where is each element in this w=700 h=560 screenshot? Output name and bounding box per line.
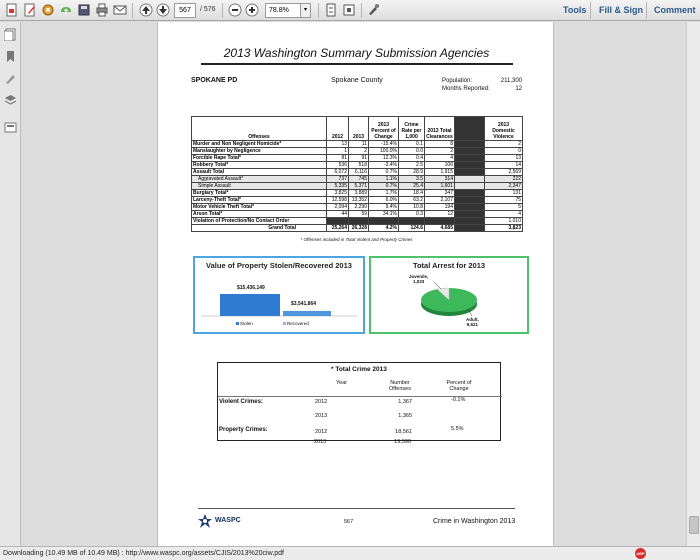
legend-recovered <box>283 321 309 326</box>
cell-pct: 34.1% <box>369 211 399 218</box>
violent-number-2012: 1,367 <box>398 399 412 405</box>
cell-clear: 1,601 <box>425 183 455 190</box>
violent-crimes-label: Violent Crimes: <box>219 399 263 405</box>
property-pct-change: 5.5% <box>451 426 464 432</box>
cell-clear: 314 <box>425 176 455 183</box>
violent-year-2012: 2012 <box>315 399 328 405</box>
table-row <box>192 162 523 169</box>
cell-domestic-violence: 4 <box>485 211 523 218</box>
offense-name: Larceny-Theft Total* <box>192 197 327 204</box>
cell-y2013: 2 <box>349 148 369 155</box>
cell-pct: 100.0% <box>369 148 399 155</box>
offense-name: Arson Total* <box>192 211 327 218</box>
table-row <box>192 155 523 162</box>
property-value-card <box>193 256 365 334</box>
juvenile-label-text: Juvenile, <box>409 274 429 279</box>
table-row <box>192 183 523 190</box>
population-value: 211,300 <box>500 78 522 84</box>
cell-y2013: 6,116 <box>349 169 369 176</box>
juvenile-label <box>409 274 428 284</box>
cell-rate: 10.8 <box>399 204 425 211</box>
column-header: Crime Rate per 1,000 <box>399 117 425 141</box>
violent-pct-change: -0.1% <box>451 397 466 403</box>
cell-rate: 3.5 <box>399 176 425 183</box>
table-row <box>192 218 523 225</box>
violent-year-2013: 2013 <box>315 413 328 419</box>
chevron-down-icon[interactable]: ▾ <box>301 3 311 18</box>
shaded-cell <box>455 218 485 225</box>
cell-y2013: 745 <box>349 176 369 183</box>
offense-name: Murder and Non Negligent Homicide* <box>192 141 327 148</box>
cell-clear: 12 <box>425 211 455 218</box>
table-row <box>192 169 523 176</box>
cell-domestic-violence: 0 <box>485 148 523 155</box>
cell-y2012: 81 <box>327 155 349 162</box>
total-arrest-card <box>369 256 529 334</box>
cell-domestic-violence: 222 <box>485 176 523 183</box>
cell-domestic-violence: 5 <box>485 204 523 211</box>
legend-swatch-recovered <box>283 322 286 325</box>
arrest-pie-chart <box>371 258 527 332</box>
fit-page-icon[interactable] <box>324 3 338 17</box>
waspc-logo <box>198 514 212 528</box>
zoom-out-icon[interactable] <box>228 3 242 17</box>
months-label: Months Reported: <box>442 86 490 92</box>
cell-domestic-violence: 75 <box>485 197 523 204</box>
cell-pct <box>369 218 399 225</box>
property-year-2012: 2012 <box>315 429 328 435</box>
shaded-cell <box>455 155 485 162</box>
cell-y2012: 2,094 <box>327 204 349 211</box>
column-header: 2013 Domestic Violence <box>485 117 523 141</box>
cell-domestic-violence: 1,010 <box>485 218 523 225</box>
shaded-cell <box>455 204 485 211</box>
vertical-scrollbar[interactable] <box>686 22 700 546</box>
next-page-icon[interactable] <box>156 3 170 17</box>
adblock-icon[interactable]: ABP <box>635 548 646 559</box>
title-rule <box>201 63 513 65</box>
card-title: Total Arrest for 2013 <box>412 261 486 270</box>
cell-pct: 1.7% <box>369 190 399 197</box>
cell-y2012 <box>327 218 349 225</box>
toolbar <box>0 0 700 21</box>
legend-stolen <box>236 321 253 326</box>
bar-recovered <box>283 311 331 316</box>
cell-y2013 <box>349 218 369 225</box>
cell-pct: 0.7% <box>369 183 399 190</box>
population-label: Population: <box>442 78 473 84</box>
adult-value: 9,621 <box>466 322 478 327</box>
cell-rate: 0.4 <box>399 155 425 162</box>
footer-page-number: 567 <box>344 519 354 525</box>
column-header: 2013 <box>349 117 369 141</box>
shaded-cell <box>455 148 485 155</box>
cell-domestic-violence: 3,823 <box>485 225 523 232</box>
legend-stolen-text: Stolen <box>240 321 253 326</box>
cell-y2012: 13 <box>327 141 349 148</box>
tools-tab[interactable]: Tools <box>563 5 587 15</box>
cell-y2013: 518 <box>349 162 369 169</box>
pages-icon[interactable] <box>4 28 17 41</box>
cell-y2013: 2,290 <box>349 204 369 211</box>
cell-clear: 8 <box>425 141 455 148</box>
cell-domestic-violence: 13 <box>485 155 523 162</box>
status-text: Downloading (10.49 MB of 10.49 MB) : http://www.waspc.org/assets/CJIS/2013%20ciw.pdf <box>3 550 284 557</box>
violent-number-2013: 1,365 <box>398 413 412 419</box>
cell-rate: 124.6 <box>399 225 425 232</box>
cell-y2012: 737 <box>327 176 349 183</box>
footer-publication: Crime in Washington 2013 <box>433 518 516 525</box>
zoom-select[interactable]: 78.8% <box>265 3 301 18</box>
legend-swatch-stolen <box>236 322 239 325</box>
table-row <box>192 148 523 155</box>
cell-y2012: 44 <box>327 211 349 218</box>
agency-name: SPOKANE PD <box>191 77 238 84</box>
scrollbar-thumb[interactable] <box>689 516 699 534</box>
cell-rate: 25.4 <box>399 183 425 190</box>
cell-clear: 2 <box>425 148 455 155</box>
cell-rate: 2.5 <box>399 162 425 169</box>
cell-pct: 6.0% <box>369 197 399 204</box>
bar-stolen <box>220 294 280 316</box>
shaded-cell <box>455 225 485 232</box>
shaded-cell <box>455 141 485 148</box>
offense-name: Burglary Total* <box>192 190 327 197</box>
total-crime-title: * Total Crime 2013 <box>331 366 387 373</box>
fullscreen-icon[interactable] <box>342 3 356 17</box>
cell-clear: 4,685 <box>425 225 455 232</box>
cell-rate: 0.1 <box>399 141 425 148</box>
page-number-input[interactable]: 567 <box>174 3 196 18</box>
juvenile-value: 1,033 <box>413 279 425 284</box>
shaded-cell <box>455 197 485 204</box>
create-pdf-icon[interactable] <box>5 3 19 17</box>
cell-domestic-violence: 2,569 <box>485 169 523 176</box>
offense-name: Forcible Rape Total* <box>192 155 327 162</box>
table-row <box>192 211 523 218</box>
cell-clear: 4 <box>425 155 455 162</box>
status-bar <box>0 546 700 560</box>
col-year-header: Year <box>336 380 348 386</box>
cell-pct: 4.2% <box>369 225 399 232</box>
cell-pct: 0.7% <box>369 169 399 176</box>
total-crime-box <box>217 362 501 441</box>
cell-pct: -15.4% <box>369 141 399 148</box>
page-total: / 576 <box>200 6 216 13</box>
prev-page-icon[interactable] <box>139 3 153 17</box>
table-row <box>192 176 523 183</box>
print-icon[interactable] <box>95 3 109 17</box>
cell-clear <box>425 218 455 225</box>
column-header: 2013 Total Clearances <box>425 117 455 141</box>
cell-pct: 9.4% <box>369 204 399 211</box>
table-row <box>192 141 523 148</box>
cell-domestic-violence: 131 <box>485 190 523 197</box>
fill-sign-tab[interactable]: Fill & Sign <box>599 5 643 15</box>
cell-y2012: 5,335 <box>327 183 349 190</box>
offense-name: Robbery Total* <box>192 162 327 169</box>
cell-pct: 1.1% <box>369 176 399 183</box>
cell-y2013: 26,328 <box>349 225 369 232</box>
navigation-sidebar <box>0 22 21 546</box>
footer-rule <box>198 508 515 509</box>
offense-name: Assault Total <box>192 169 327 176</box>
cell-y2013: 91 <box>349 155 369 162</box>
county-name: Spokane County <box>331 77 383 84</box>
shaded-cell <box>455 162 485 169</box>
cell-clear: 1,915 <box>425 169 455 176</box>
cell-rate: 28.9 <box>399 169 425 176</box>
cell-y2012: 6,072 <box>327 169 349 176</box>
table-row <box>192 225 523 232</box>
property-number-2012: 18,561 <box>395 429 412 435</box>
settings-icon[interactable] <box>41 3 55 17</box>
column-header: Offenses <box>192 117 327 141</box>
zoom-in-icon[interactable] <box>245 3 259 17</box>
table-footnote: * Offenses included in Total Violent and Property Crimes <box>300 237 413 242</box>
cell-clear: 347 <box>425 190 455 197</box>
column-header: 2013 Percent of Change <box>369 117 399 141</box>
email-icon[interactable] <box>113 3 127 17</box>
cell-y2012: 25,264 <box>327 225 349 232</box>
property-bar-chart <box>195 258 363 332</box>
juvenile-leader-line <box>434 282 441 289</box>
page-title: 2013 Washington Summary Submission Agencies <box>223 46 490 60</box>
cell-y2012: 536 <box>327 162 349 169</box>
offense-name: Motor Vehicle Theft Total* <box>192 204 327 211</box>
table-header-row <box>192 117 523 141</box>
property-number-2013: 19,590 <box>394 439 411 445</box>
card-title: Value of Property Stolen/Recovered 2013 <box>206 261 352 270</box>
cell-y2012: 3,825 <box>327 190 349 197</box>
table-row <box>192 190 523 197</box>
signatures-icon[interactable] <box>4 72 17 85</box>
shaded-cell <box>455 211 485 218</box>
cell-domestic-violence: 2 <box>485 141 523 148</box>
select-tool-icon[interactable] <box>366 3 380 17</box>
table-row <box>192 197 523 204</box>
property-crimes-label: Property Crimes: <box>219 427 268 433</box>
cell-domestic-violence: 2,347 <box>485 183 523 190</box>
footer-logo-text: WASPC <box>215 517 241 524</box>
save-icon[interactable] <box>77 3 91 17</box>
months-value: 12 <box>515 86 522 92</box>
cell-domestic-violence: 14 <box>485 162 523 169</box>
offense-name: Grand Total <box>192 225 327 232</box>
cell-rate: 63.2 <box>399 197 425 204</box>
edit-icon[interactable] <box>23 3 37 17</box>
document-page <box>157 22 554 546</box>
recovered-value-label: $3,541,864 <box>291 301 317 307</box>
cell-rate: 0.3 <box>399 211 425 218</box>
offense-name: Simple Assault <box>192 183 327 190</box>
cell-pct: 12.3% <box>369 155 399 162</box>
cell-y2013: 11 <box>349 141 369 148</box>
offense-name: Violation of Protection/No Contact Order <box>192 218 327 225</box>
col-pct-header: Percent of Change <box>446 380 472 392</box>
property-year-2013: 2013 <box>314 439 327 445</box>
adult-label <box>466 317 479 327</box>
column-header: 2012 <box>327 117 349 141</box>
upload-icon[interactable] <box>59 3 73 17</box>
cell-y2013: 13,352 <box>349 197 369 204</box>
cell-y2013: 3,889 <box>349 190 369 197</box>
cell-rate <box>399 218 425 225</box>
offense-statistics-table <box>191 116 523 232</box>
cell-clear: 106 <box>425 162 455 169</box>
shaded-column-header <box>455 117 485 141</box>
cell-y2012: 12,598 <box>327 197 349 204</box>
bookmarks-icon[interactable] <box>4 50 17 63</box>
cell-y2013: 5,371 <box>349 183 369 190</box>
shaded-cell <box>455 190 485 197</box>
stolen-value-label: $15,436,149 <box>237 285 265 291</box>
shaded-cell <box>455 176 485 183</box>
cell-rate: 0.0 <box>399 148 425 155</box>
offense-name: Manslaughter by Negligence <box>192 148 327 155</box>
col-number-header: Number Offenses <box>389 380 411 392</box>
table-row <box>192 204 523 211</box>
shaded-cell <box>455 183 485 190</box>
shaded-cell <box>455 169 485 176</box>
cell-y2013: 59 <box>349 211 369 218</box>
legend-recovered-text: Recovered <box>287 321 309 326</box>
attachments-icon[interactable] <box>4 121 17 134</box>
cell-y2012: 1 <box>327 148 349 155</box>
layers-icon[interactable] <box>4 94 17 107</box>
cell-clear: 194 <box>425 204 455 211</box>
cell-pct: -3.4% <box>369 162 399 169</box>
adult-label-text: Adult, <box>466 317 479 322</box>
cell-clear: 2,107 <box>425 197 455 204</box>
cell-rate: 18.4 <box>399 190 425 197</box>
offense-name: Aggravated Assault* <box>192 176 327 183</box>
comment-tab[interactable]: Comment <box>654 5 696 15</box>
